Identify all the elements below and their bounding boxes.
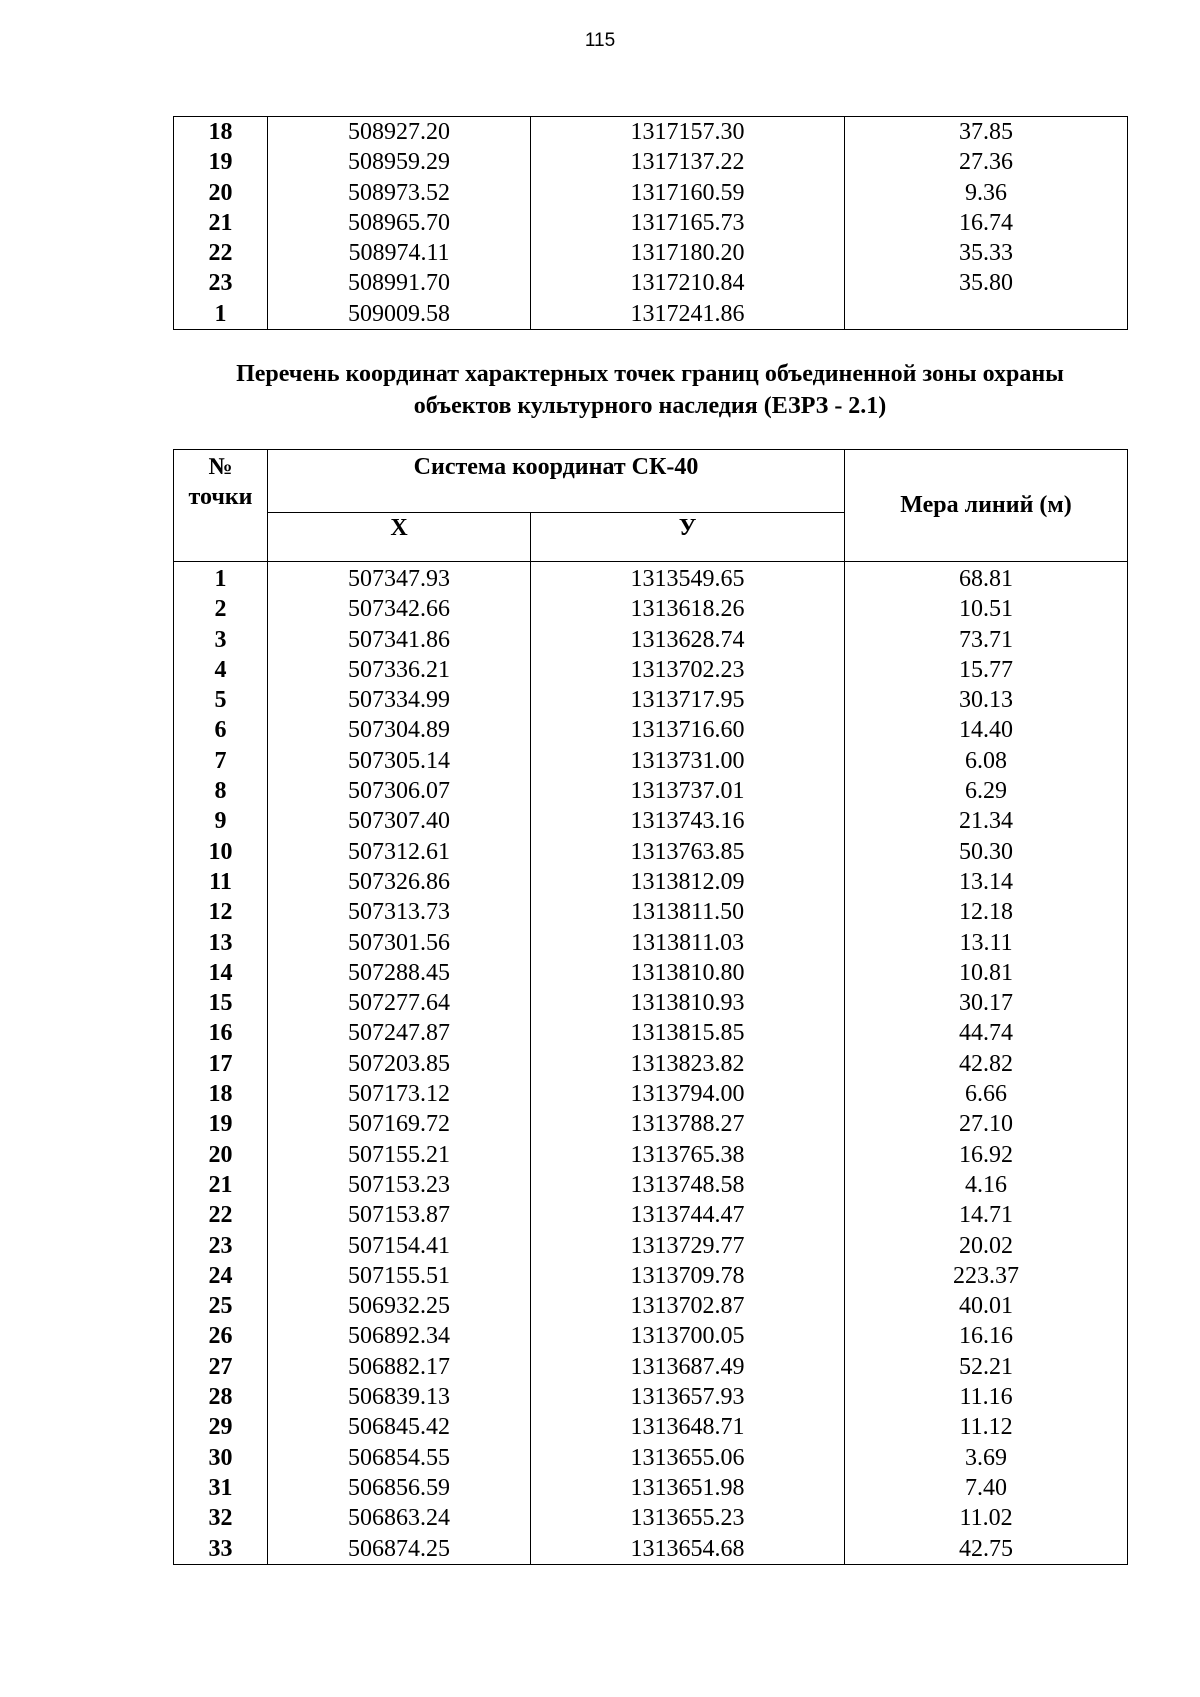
y-coordinate-cell: 1313731.00 bbox=[531, 746, 845, 776]
y-coordinate-cell: 1313687.49 bbox=[531, 1352, 845, 1382]
x-coordinate-cell: 507301.56 bbox=[268, 928, 531, 958]
x-coordinate-cell: 508991.70 bbox=[268, 268, 531, 298]
line-measure-cell: 40.01 bbox=[845, 1291, 1128, 1321]
x-coordinate-cell: 507312.61 bbox=[268, 837, 531, 867]
point-number-cell: 28 bbox=[174, 1382, 268, 1412]
y-coordinate-cell: 1313729.77 bbox=[531, 1231, 845, 1261]
line-measure-cell: 30.13 bbox=[845, 685, 1128, 715]
section-title bbox=[140, 358, 1160, 422]
point-number-cell: 20 bbox=[174, 178, 268, 208]
x-coordinate-cell: 506856.59 bbox=[268, 1473, 531, 1503]
line-measure-cell: 16.16 bbox=[845, 1321, 1128, 1351]
line-measure-cell: 223.37 bbox=[845, 1261, 1128, 1291]
y-coordinate-cell: 1313549.65 bbox=[531, 562, 845, 595]
y-coordinate-cell: 1317165.73 bbox=[531, 208, 845, 238]
y-coordinate-cell: 1313716.60 bbox=[531, 715, 845, 745]
coordinate-system-header: Система координат СК-40 bbox=[268, 450, 845, 513]
section-title-line-2: объектов культурного наследия (ЕЗРЗ - 2.1) bbox=[413, 393, 887, 419]
line-measure-cell: 20.02 bbox=[845, 1231, 1128, 1261]
table-row bbox=[174, 958, 1128, 988]
x-coordinate-cell: 506854.55 bbox=[268, 1443, 531, 1473]
table-row bbox=[174, 1140, 1128, 1170]
x-coordinate-cell: 507288.45 bbox=[268, 958, 531, 988]
main-table-body bbox=[174, 562, 1128, 1565]
y-coordinate-cell: 1313748.58 bbox=[531, 1170, 845, 1200]
x-coordinate-cell: 506932.25 bbox=[268, 1291, 531, 1321]
line-measure-cell: 14.71 bbox=[845, 1200, 1128, 1230]
x-coordinate-cell: 506845.42 bbox=[268, 1412, 531, 1442]
point-number-cell: 23 bbox=[174, 1231, 268, 1261]
table-row bbox=[174, 208, 1128, 238]
line-measure-cell: 27.10 bbox=[845, 1109, 1128, 1139]
x-coordinate-cell: 508927.20 bbox=[268, 117, 531, 148]
line-measure-cell: 10.51 bbox=[845, 594, 1128, 624]
main-table-header bbox=[174, 450, 1128, 562]
table-row bbox=[174, 1382, 1128, 1412]
line-measure-cell: 6.08 bbox=[845, 746, 1128, 776]
point-number-cell: 22 bbox=[174, 1200, 268, 1230]
table-row bbox=[174, 806, 1128, 836]
point-number-cell: 14 bbox=[174, 958, 268, 988]
point-number-cell: 21 bbox=[174, 208, 268, 238]
x-coordinate-cell: 507153.87 bbox=[268, 1200, 531, 1230]
y-coordinate-cell: 1313788.27 bbox=[531, 1109, 845, 1139]
point-number-cell: 21 bbox=[174, 1170, 268, 1200]
x-coordinate-cell: 508974.11 bbox=[268, 238, 531, 268]
point-number-cell: 1 bbox=[174, 562, 268, 595]
line-measure-cell: 16.92 bbox=[845, 1140, 1128, 1170]
table-row bbox=[174, 238, 1128, 268]
point-number-cell: 9 bbox=[174, 806, 268, 836]
y-coordinate-cell: 1317160.59 bbox=[531, 178, 845, 208]
y-coordinate-cell: 1313618.26 bbox=[531, 594, 845, 624]
table-row bbox=[174, 988, 1128, 1018]
top-table-body bbox=[174, 117, 1128, 330]
y-coordinate-cell: 1313655.06 bbox=[531, 1443, 845, 1473]
point-number-cell: 30 bbox=[174, 1443, 268, 1473]
line-measure-cell: 10.81 bbox=[845, 958, 1128, 988]
x-coordinate-cell: 507342.66 bbox=[268, 594, 531, 624]
line-measure-cell: 6.29 bbox=[845, 776, 1128, 806]
point-number-cell: 29 bbox=[174, 1412, 268, 1442]
y-coordinate-cell: 1317210.84 bbox=[531, 268, 845, 298]
table-row bbox=[174, 1200, 1128, 1230]
line-measure-cell: 11.16 bbox=[845, 1382, 1128, 1412]
y-coordinate-cell: 1313744.47 bbox=[531, 1200, 845, 1230]
table-row bbox=[174, 299, 1128, 330]
line-measure-cell: 7.40 bbox=[845, 1473, 1128, 1503]
line-measure-cell: 6.66 bbox=[845, 1079, 1128, 1109]
y-coordinate-cell: 1313700.05 bbox=[531, 1321, 845, 1351]
x-coordinate-cell: 507247.87 bbox=[268, 1018, 531, 1048]
table-row bbox=[174, 1049, 1128, 1079]
y-coordinate-cell: 1313648.71 bbox=[531, 1412, 845, 1442]
y-coordinate-cell: 1313702.23 bbox=[531, 655, 845, 685]
line-measure-cell: 15.77 bbox=[845, 655, 1128, 685]
point-number-cell: 18 bbox=[174, 117, 268, 148]
table-row bbox=[174, 117, 1128, 148]
table-row bbox=[174, 1261, 1128, 1291]
line-measure-cell: 44.74 bbox=[845, 1018, 1128, 1048]
y-coordinate-cell: 1313810.93 bbox=[531, 988, 845, 1018]
point-number-cell: 11 bbox=[174, 867, 268, 897]
line-measure-cell: 3.69 bbox=[845, 1443, 1128, 1473]
table-row bbox=[174, 147, 1128, 177]
y-coordinate-cell: 1313794.00 bbox=[531, 1079, 845, 1109]
point-number-cell: 5 bbox=[174, 685, 268, 715]
table-row bbox=[174, 1534, 1128, 1565]
line-measure-cell: 35.80 bbox=[845, 268, 1128, 298]
table-row bbox=[174, 1170, 1128, 1200]
x-coordinate-cell: 506882.17 bbox=[268, 1352, 531, 1382]
point-number-cell: 22 bbox=[174, 238, 268, 268]
y-coordinate-cell: 1313628.74 bbox=[531, 625, 845, 655]
y-column-header: У bbox=[531, 513, 845, 562]
y-coordinate-cell: 1313815.85 bbox=[531, 1018, 845, 1048]
y-coordinate-cell: 1313810.80 bbox=[531, 958, 845, 988]
table-row bbox=[174, 867, 1128, 897]
y-coordinate-cell: 1313702.87 bbox=[531, 1291, 845, 1321]
x-coordinate-cell: 506892.34 bbox=[268, 1321, 531, 1351]
y-coordinate-cell: 1313655.23 bbox=[531, 1503, 845, 1533]
y-coordinate-cell: 1313657.93 bbox=[531, 1382, 845, 1412]
line-measure-cell: 30.17 bbox=[845, 988, 1128, 1018]
x-coordinate-cell: 509009.58 bbox=[268, 299, 531, 330]
y-coordinate-cell: 1313812.09 bbox=[531, 867, 845, 897]
point-number-cell: 16 bbox=[174, 1018, 268, 1048]
line-measure-cell: 52.21 bbox=[845, 1352, 1128, 1382]
point-number-cell: 31 bbox=[174, 1473, 268, 1503]
point-number-cell: 13 bbox=[174, 928, 268, 958]
y-coordinate-cell: 1317241.86 bbox=[531, 299, 845, 330]
table-row bbox=[174, 1231, 1128, 1261]
section-title-line-1: Перечень координат характерных точек границ объединенной зоны охраны bbox=[236, 361, 1064, 387]
point-number-cell: 6 bbox=[174, 715, 268, 745]
line-measure-cell: 27.36 bbox=[845, 147, 1128, 177]
table-row bbox=[174, 1291, 1128, 1321]
x-coordinate-cell: 508973.52 bbox=[268, 178, 531, 208]
table-row bbox=[174, 655, 1128, 685]
x-coordinate-cell: 507277.64 bbox=[268, 988, 531, 1018]
main-coordinates-table bbox=[173, 449, 1128, 1565]
line-measure-cell: 13.14 bbox=[845, 867, 1128, 897]
line-measure-cell: 21.34 bbox=[845, 806, 1128, 836]
y-coordinate-cell: 1313743.16 bbox=[531, 806, 845, 836]
table-row bbox=[174, 562, 1128, 595]
line-measure-cell bbox=[845, 299, 1128, 330]
x-coordinate-cell: 507341.86 bbox=[268, 625, 531, 655]
line-measure-cell: 68.81 bbox=[845, 562, 1128, 595]
point-number-cell: 19 bbox=[174, 1109, 268, 1139]
y-coordinate-cell: 1313709.78 bbox=[531, 1261, 845, 1291]
x-coordinate-cell: 507347.93 bbox=[268, 562, 531, 595]
table-row bbox=[174, 594, 1128, 624]
y-coordinate-cell: 1313651.98 bbox=[531, 1473, 845, 1503]
x-coordinate-cell: 507169.72 bbox=[268, 1109, 531, 1139]
point-number-cell: 3 bbox=[174, 625, 268, 655]
point-number-cell: 26 bbox=[174, 1321, 268, 1351]
x-column-header: Х bbox=[268, 513, 531, 562]
table-row bbox=[174, 178, 1128, 208]
y-coordinate-cell: 1313811.50 bbox=[531, 897, 845, 927]
table-row bbox=[174, 1321, 1128, 1351]
point-number-cell: 24 bbox=[174, 1261, 268, 1291]
point-number-cell: 12 bbox=[174, 897, 268, 927]
line-measure-cell: 11.02 bbox=[845, 1503, 1128, 1533]
line-measure-cell: 35.33 bbox=[845, 238, 1128, 268]
point-number-cell: 4 bbox=[174, 655, 268, 685]
x-coordinate-cell: 508959.29 bbox=[268, 147, 531, 177]
line-measure-cell: 12.18 bbox=[845, 897, 1128, 927]
point-number-cell: 18 bbox=[174, 1079, 268, 1109]
line-measure-cell: 50.30 bbox=[845, 837, 1128, 867]
x-coordinate-cell: 506839.13 bbox=[268, 1382, 531, 1412]
x-coordinate-cell: 507336.21 bbox=[268, 655, 531, 685]
y-coordinate-cell: 1317137.22 bbox=[531, 147, 845, 177]
line-measure-cell: 37.85 bbox=[845, 117, 1128, 148]
point-number-cell: 8 bbox=[174, 776, 268, 806]
point-number-cell: 32 bbox=[174, 1503, 268, 1533]
table-row bbox=[174, 837, 1128, 867]
x-coordinate-cell: 507306.07 bbox=[268, 776, 531, 806]
line-measure-cell: 4.16 bbox=[845, 1170, 1128, 1200]
point-number-cell: 17 bbox=[174, 1049, 268, 1079]
table-row bbox=[174, 1109, 1128, 1139]
point-number-cell: 23 bbox=[174, 268, 268, 298]
point-number-cell: 10 bbox=[174, 837, 268, 867]
point-number-header: № точки bbox=[174, 450, 268, 562]
point-number-cell: 7 bbox=[174, 746, 268, 776]
x-coordinate-cell: 506863.24 bbox=[268, 1503, 531, 1533]
line-measure-cell: 42.75 bbox=[845, 1534, 1128, 1565]
table-row bbox=[174, 1473, 1128, 1503]
point-number-cell: 15 bbox=[174, 988, 268, 1018]
y-coordinate-cell: 1317157.30 bbox=[531, 117, 845, 148]
x-coordinate-cell: 507154.41 bbox=[268, 1231, 531, 1261]
point-number-cell: 25 bbox=[174, 1291, 268, 1321]
point-number-cell: 27 bbox=[174, 1352, 268, 1382]
x-coordinate-cell: 507307.40 bbox=[268, 806, 531, 836]
line-measure-cell: 14.40 bbox=[845, 715, 1128, 745]
table-row bbox=[174, 1443, 1128, 1473]
y-coordinate-cell: 1313765.38 bbox=[531, 1140, 845, 1170]
line-measure-cell: 73.71 bbox=[845, 625, 1128, 655]
table-row bbox=[174, 928, 1128, 958]
table-row bbox=[174, 625, 1128, 655]
x-coordinate-cell: 507155.21 bbox=[268, 1140, 531, 1170]
line-measure-header: Мера линий (м) bbox=[845, 450, 1128, 562]
line-measure-cell: 16.74 bbox=[845, 208, 1128, 238]
x-coordinate-cell: 507326.86 bbox=[268, 867, 531, 897]
point-number-cell: 33 bbox=[174, 1534, 268, 1565]
x-coordinate-cell: 507334.99 bbox=[268, 685, 531, 715]
x-coordinate-cell: 507155.51 bbox=[268, 1261, 531, 1291]
line-measure-cell: 9.36 bbox=[845, 178, 1128, 208]
x-coordinate-cell: 508965.70 bbox=[268, 208, 531, 238]
x-coordinate-cell: 507203.85 bbox=[268, 1049, 531, 1079]
point-number-cell: 19 bbox=[174, 147, 268, 177]
x-coordinate-cell: 507153.23 bbox=[268, 1170, 531, 1200]
table-row bbox=[174, 897, 1128, 927]
point-number-cell: 1 bbox=[174, 299, 268, 330]
table-row bbox=[174, 268, 1128, 298]
table-row bbox=[174, 715, 1128, 745]
table-row bbox=[174, 1412, 1128, 1442]
table-row bbox=[174, 746, 1128, 776]
table-row bbox=[174, 685, 1128, 715]
page-number: 115 bbox=[584, 30, 616, 51]
x-coordinate-cell: 506874.25 bbox=[268, 1534, 531, 1565]
x-coordinate-cell: 507304.89 bbox=[268, 715, 531, 745]
y-coordinate-cell: 1313654.68 bbox=[531, 1534, 845, 1565]
table-row bbox=[174, 1079, 1128, 1109]
top-coordinates-table bbox=[173, 116, 1128, 330]
y-coordinate-cell: 1313717.95 bbox=[531, 685, 845, 715]
point-number-cell: 2 bbox=[174, 594, 268, 624]
point-number-cell: 20 bbox=[174, 1140, 268, 1170]
y-coordinate-cell: 1313763.85 bbox=[531, 837, 845, 867]
y-coordinate-cell: 1313737.01 bbox=[531, 776, 845, 806]
line-measure-cell: 13.11 bbox=[845, 928, 1128, 958]
x-coordinate-cell: 507173.12 bbox=[268, 1079, 531, 1109]
table-row bbox=[174, 1503, 1128, 1533]
x-coordinate-cell: 507313.73 bbox=[268, 897, 531, 927]
x-coordinate-cell: 507305.14 bbox=[268, 746, 531, 776]
table-row bbox=[174, 776, 1128, 806]
line-measure-cell: 42.82 bbox=[845, 1049, 1128, 1079]
y-coordinate-cell: 1317180.20 bbox=[531, 238, 845, 268]
y-coordinate-cell: 1313811.03 bbox=[531, 928, 845, 958]
table-row bbox=[174, 1018, 1128, 1048]
line-measure-cell: 11.12 bbox=[845, 1412, 1128, 1442]
y-coordinate-cell: 1313823.82 bbox=[531, 1049, 845, 1079]
table-row bbox=[174, 1352, 1128, 1382]
